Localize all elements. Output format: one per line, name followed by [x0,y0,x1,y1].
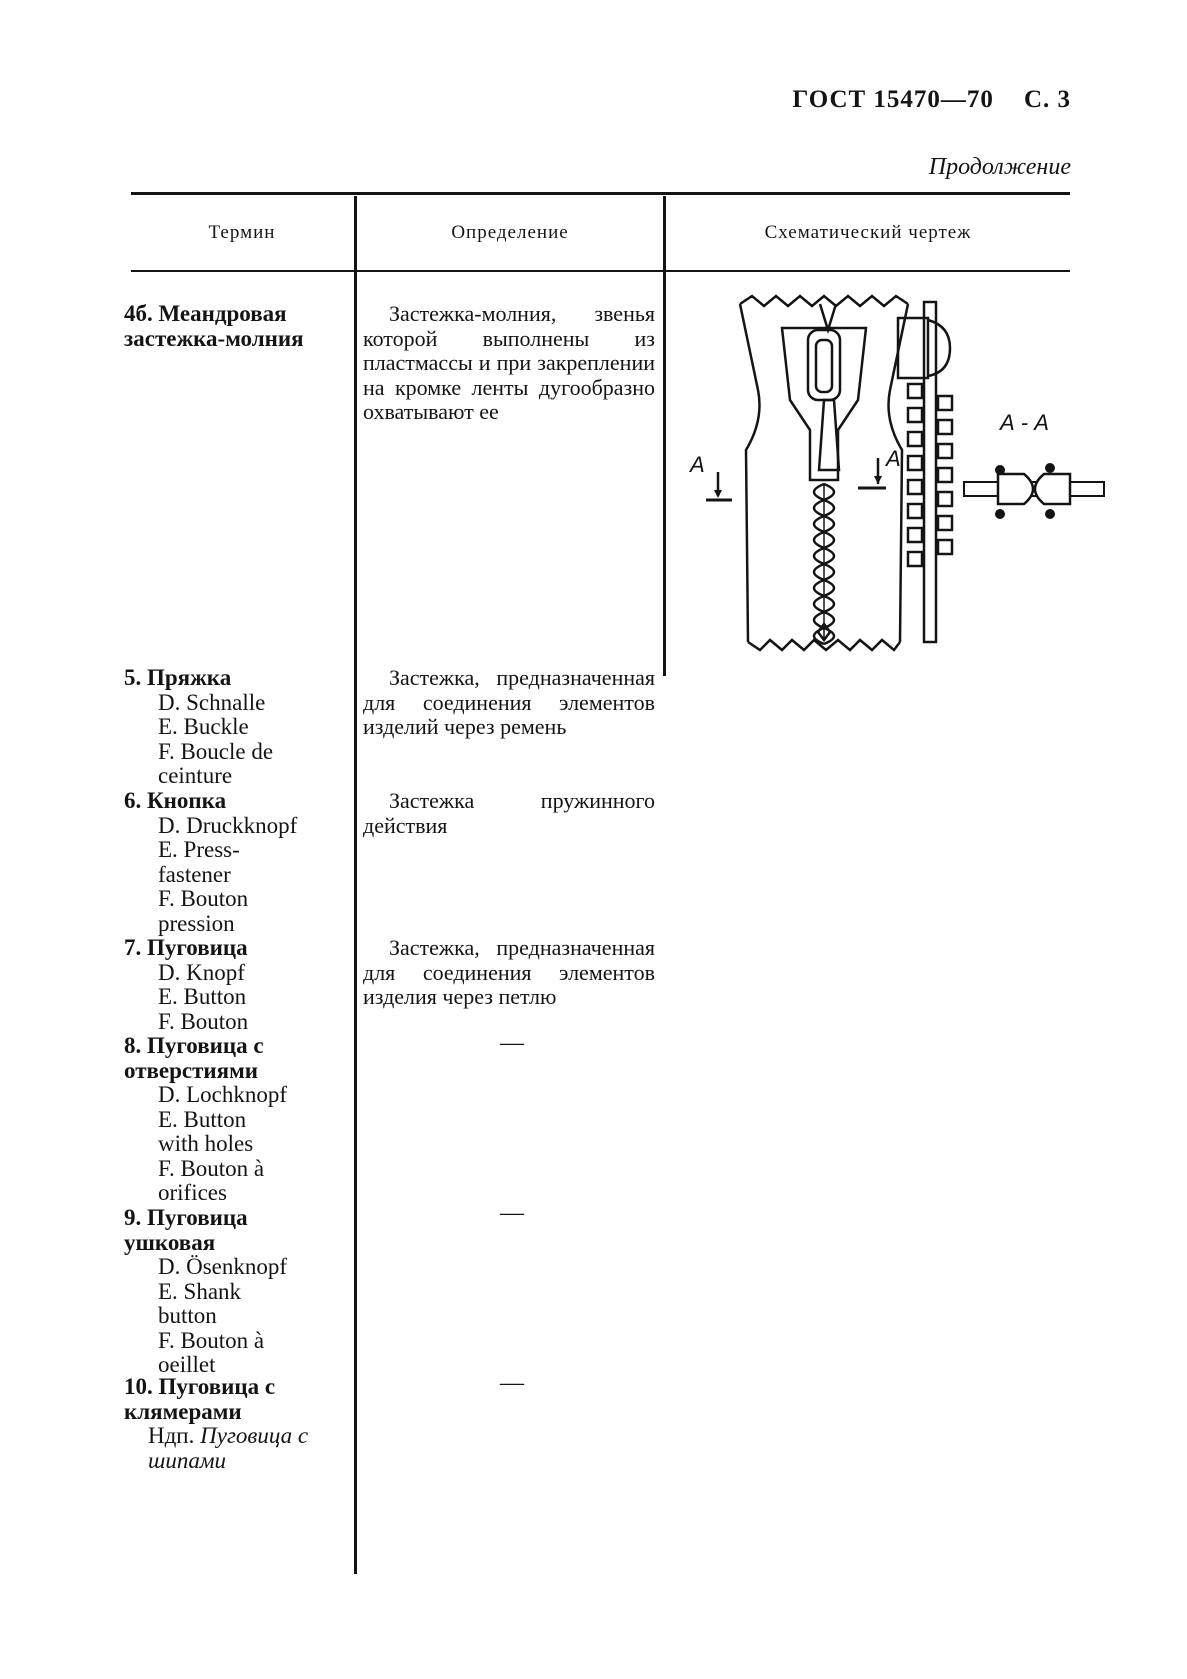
definition-4b: Застежка-молния, звенья которой выполнены из пластмассы и при закреплении на кромке ленты дугообразно охватывают ее [363,301,655,424]
term-6: 6. Кнопка D. Druckknopf E. Press-fastener F. Bouton pression [124,788,298,936]
term-5: 5. Пряжка D. Schnalle E. Buckle F. Boucle de ceinture [124,665,274,788]
section-aa-tooth-right [1035,474,1070,504]
term-10: 10. Пуговица с клямерами Ндп. Пуговица с шипами [124,1374,309,1473]
section-aa-tooth-left [998,474,1033,504]
table-head-rule [131,270,1070,272]
zipper-tape-top-edge [740,296,908,306]
column-divider-2 [663,196,666,676]
zipper-tape-left-edge [740,304,760,642]
definition-9: — [500,1200,524,1226]
zipper-schematic-drawing [668,280,1108,680]
page-number: С. 3 [1023,86,1071,113]
zipper-side-view-tape [924,302,936,642]
term-4b: 4б. Меандровая застежка-молния [124,301,304,351]
standard-number: ГОСТ 15470—70 [792,86,994,113]
cut-label-right: А [886,446,901,471]
definition-8: — [500,1030,524,1056]
column-divider-1 [354,196,357,1574]
page-header [762,86,1071,114]
term-7: 7. Пуговица D. Knopf E. Button F. Bouton [124,935,249,1034]
column-header-drawing: Схематический чертеж [764,222,972,243]
zipper-side-view-teeth [908,384,952,566]
definition-5: Застежка, предназначенная для соединения элементов изделий через ремень [363,665,655,739]
continuation-label: Продолжение [928,154,1071,180]
term-8: 8. Пуговица с отверстиями D. Lochknopf E. Button with holes F. Bouton à orifices [124,1033,288,1205]
table-top-rule [131,192,1070,195]
column-header-definition: Определение [451,222,569,243]
cut-label-left: А [690,452,705,477]
column-header-term: Термин [208,222,276,243]
section-label: А - А [1000,410,1049,435]
term-9: 9. Пуговица ушковая D. Ösenknopf E. Shank button F. Bouton à oeillet [124,1205,288,1377]
definition-6: Застежка пружинного действия [363,788,655,838]
definition-10: — [500,1370,524,1396]
definition-7: Застежка, предназначенная для соединения элементов изделия через петлю [363,935,655,1009]
